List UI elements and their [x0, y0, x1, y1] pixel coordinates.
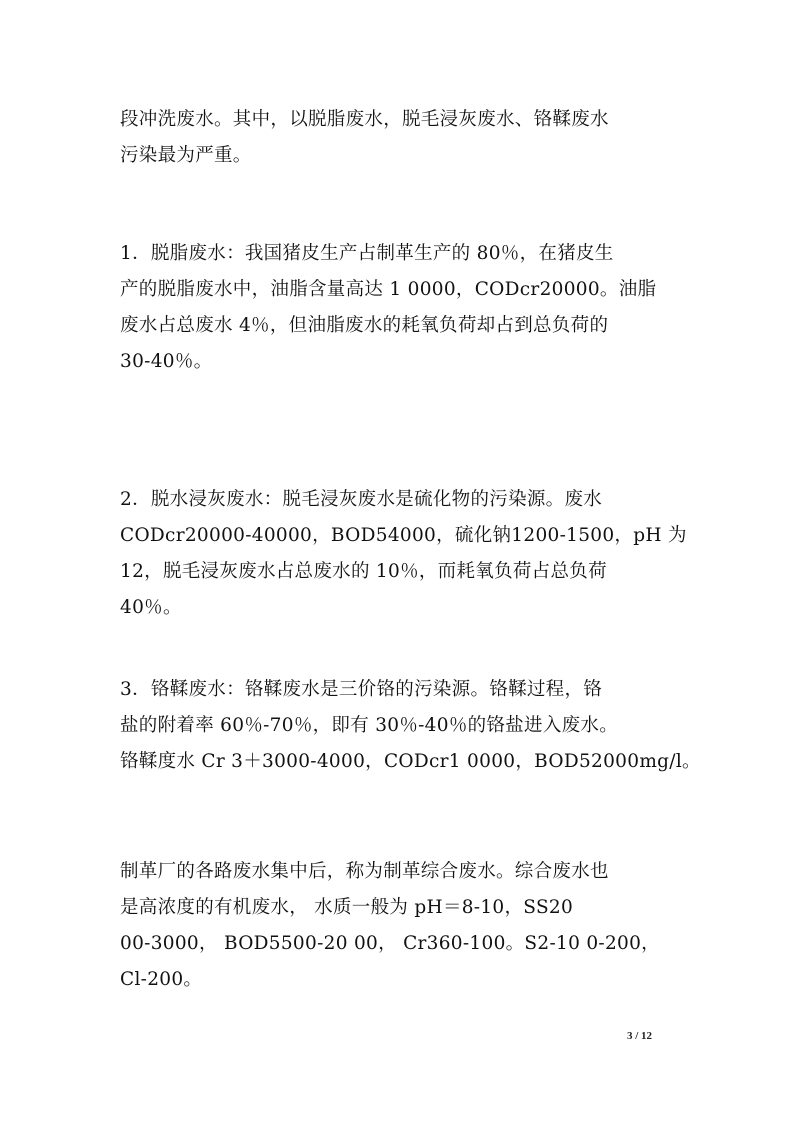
text-line: Cl-200。 — [120, 969, 203, 990]
text-line: 污染最为严重。 — [120, 145, 252, 166]
text-line: 3．铬鞣废水：铬鞣废水是三价铬的污染源。铬鞣过程，铬 — [120, 679, 603, 700]
text-line: 铬鞣度水 Cr 3＋3000-4000，CODcr1 0000，BOD52000mg/l。 — [120, 751, 701, 772]
paragraph-liming-wastewater — [120, 482, 687, 626]
text-line: 40％。 — [120, 597, 182, 618]
text-line: 1．脱脂废水：我国猪皮生产占制革生产的 80％，在猪皮生 — [120, 243, 614, 264]
text-line: CODcr20000-40000，BOD54000，硫化钠1200-1500，pH 为 — [120, 525, 687, 546]
text-line: 产的脱脂废水中，油脂含量高达 1 0000，CODcr20000。油脂 — [120, 279, 657, 300]
text-line: 段冲洗废水。其中，以脱脂废水，脱毛浸灰废水、铬鞣废水 — [120, 109, 609, 130]
text-line: 是高浓度的有机废水， 水质一般为 pH＝8-10，SS20 — [120, 897, 574, 918]
paragraph-chrome-tanning-wastewater — [120, 672, 701, 780]
text-line: 盐的附着率 60％-70％，即有 30％-40％的铬盐进入废水。 — [120, 715, 619, 736]
text-line: 12，脱毛浸灰废水占总废水的 10％，而耗氧负荷占总负荷 — [120, 561, 607, 582]
text-line: 2．脱水浸灰废水：脱毛浸灰废水是硫化物的污染源。废水 — [120, 489, 603, 510]
paragraph-intro — [120, 102, 672, 174]
text-line: 废水占总废水 4％，但油脂废水的耗氧负荷却占到总负荷的 — [120, 315, 609, 336]
paragraph-degreasing-wastewater — [120, 236, 672, 380]
paragraph-combined-wastewater — [120, 854, 672, 998]
text-line: 30-40％。 — [120, 351, 213, 372]
text-line: 制革厂的各路废水集中后，称为制革综合废水。综合废水也 — [120, 861, 609, 882]
page-number: 3 / 12 — [626, 1030, 652, 1042]
text-line: 00-3000， BOD5500-20 00， Cr360-100。S2-10 0-200， — [120, 933, 660, 954]
